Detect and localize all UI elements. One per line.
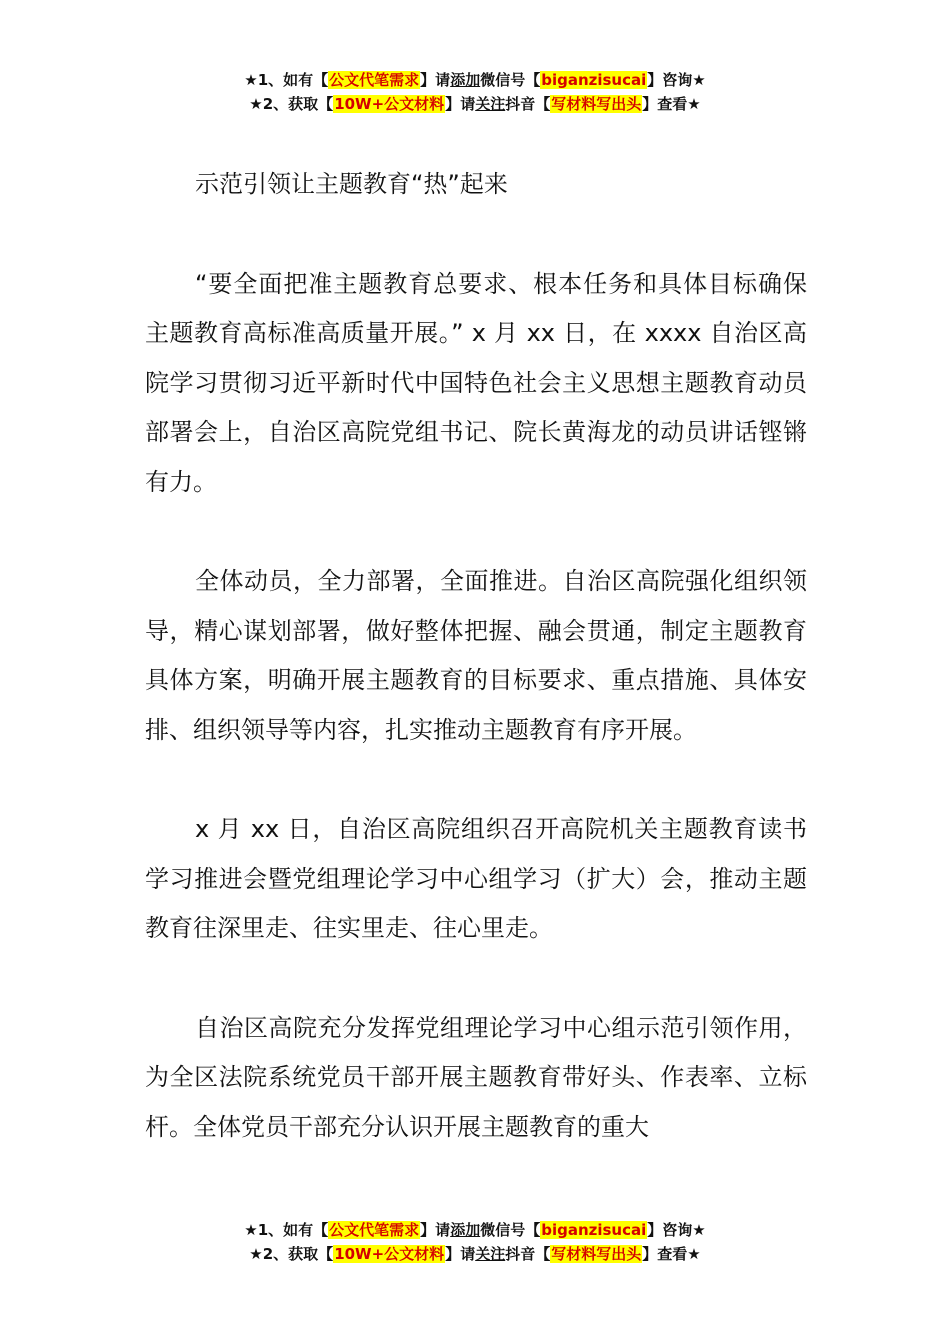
banner-highlight: 10W+公文材料	[334, 1245, 445, 1263]
paragraph: “要全面把准主题教育总要求、根本任务和具体目标确保主题教育高标准高质量开展。” x 月 xx 日，在 xxxx 自治区高院学习贯彻习近平新时代中国特色社会主义思想主题教育动员部署会上，自治区高院党组书记、院长黄海龙的动员讲话铿锵有力。	[145, 269, 807, 496]
banner-line-1: ★1、如有【公文代笔需求】请添加微信号【biganzisucai】咨询★	[244, 1221, 706, 1239]
banner-highlight: 10W+公文材料	[334, 95, 445, 113]
document-body	[145, 160, 807, 1202]
banner-line-1: ★1、如有【公文代笔需求】请添加微信号【biganzisucai】咨询★	[244, 71, 706, 89]
paragraph: x 月 xx 日，自治区高院组织召开高院机关主题教育读书学习推进会暨党组理论学习中心组学习（扩大）会，推动主题教育往深里走、往实里走、往心里走。	[145, 815, 807, 942]
paragraph: 自治区高院充分发挥党组理论学习中心组示范引领作用，为全区法院系统党员干部开展主题教育带好头、作表率、立标杆。全体党员干部充分认识开展主题教育的重大	[145, 1013, 807, 1141]
banner-line-2: ★2、获取【10W+公文材料】请关注抖音【写材料写出头】查看★	[249, 95, 701, 113]
header-banner	[0, 68, 950, 116]
banner-highlight: biganzisucai	[541, 1221, 647, 1239]
banner-highlight: 写材料写出头	[551, 95, 642, 113]
banner-highlight: 写材料写出头	[551, 1245, 642, 1263]
banner-highlight: 公文代笔需求	[329, 71, 420, 89]
paragraph: 全体动员，全力部署，全面推进。自治区高院强化组织领导，精心谋划部署，做好整体把握、融会贯通，制定主题教育具体方案，明确开展主题教育的目标要求、重点措施、具体安排、组织领导等内容，扎实推动主题教育有序开展。	[145, 567, 807, 744]
banner-highlight: 公文代笔需求	[329, 1221, 420, 1239]
banner-line-2: ★2、获取【10W+公文材料】请关注抖音【写材料写出头】查看★	[249, 1245, 701, 1263]
banner-highlight: biganzisucai	[541, 71, 647, 89]
document-title: 示范引领让主题教育“热”起来	[195, 170, 508, 198]
footer-banner	[0, 1218, 950, 1266]
